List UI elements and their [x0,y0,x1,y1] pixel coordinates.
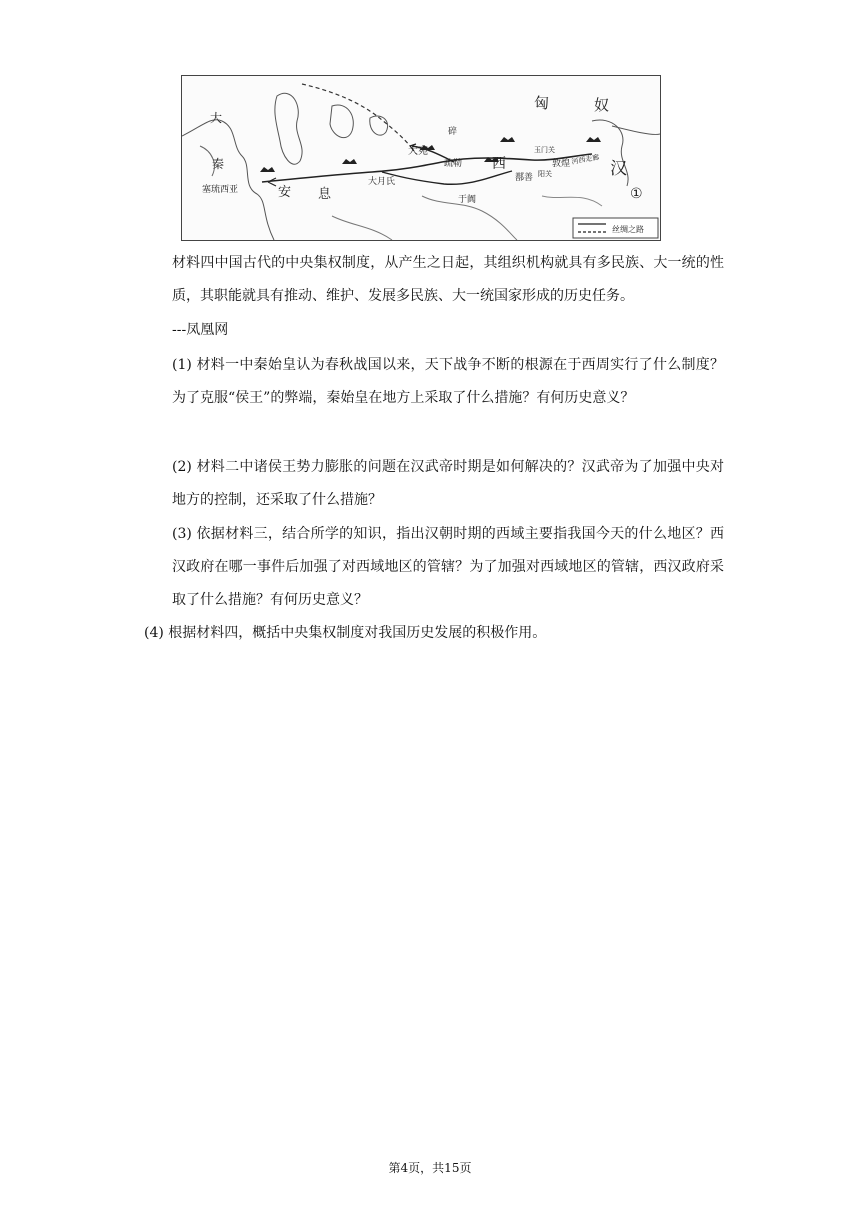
question-3: (3) 依据材料三，结合所学的知识，指出汉朝时期的西域主要指我国今天的什么地区？西汉政府在哪一事件后加强了对西域地区的管辖？为了加强对西域地区的管辖，西汉政府采取了什么措施？有何历史意义？ [172,526,724,608]
silk-road-map [181,75,661,241]
question-2: (2) 材料二中诸侯王势力膨胀的问题在汉武帝时期是如何解决的？汉武帝为了加强中央对地方的控制，还采取了什么措施？ [172,459,724,508]
label-xi-an: 息 [318,187,332,202]
label-xiongnu-1: 匈 [534,94,550,112]
label-alexandria: 塞琉西亚 [202,185,239,195]
material-four-text: 材料四中国古代的中央集权制度，从产生之日起，其组织机构就具有多民族、大一统的性质，其职能就具有推动、维护、发展多民族、大一统国家形成的历史任务。 [172,255,724,304]
label-loulan: 鄯善 [515,173,534,183]
label-an: 安 [278,185,292,200]
label-circle-marker: ① [630,186,643,202]
label-shule: 疏勒 [444,159,463,169]
question-4: (4) 根据材料四，概括中央集权制度对我国历史发展的积极作用。 [144,625,547,641]
label-yutian: 于阗 [458,195,477,205]
page-footer: 第4页，共15页 [388,1161,472,1175]
label-qin: 秦 [212,157,225,171]
label-yangguan: 阳关 [538,170,552,178]
question-1: (1) 材料一中秦始皇认为春秋战国以来，天下战争不断的根源在于西周实行了什么制度？为了克服“侯王”的弊端，秦始皇在地方上采取了什么措施？有何历史意义？ [172,357,724,406]
silk-road-map-drawing [182,76,660,240]
label-xiyu: 西 [492,156,506,172]
map-legend-label: 丝绸之路 [612,225,644,234]
label-dayuan: 大宛 [408,146,428,157]
label-dayuezhi: 大月氏 [368,177,396,187]
label-da: 大 [210,111,223,125]
label-suiye: 碎 [448,127,458,137]
label-xiongnu-2: 奴 [594,96,610,114]
label-hexi: 河西走廊 [570,153,600,166]
label-dunhuang: 敦煌 [552,159,571,169]
label-yumenguan: 玉门关 [534,146,555,154]
label-han: 汉 [610,159,627,179]
material-four-source: ---凤凰网 [172,322,229,338]
